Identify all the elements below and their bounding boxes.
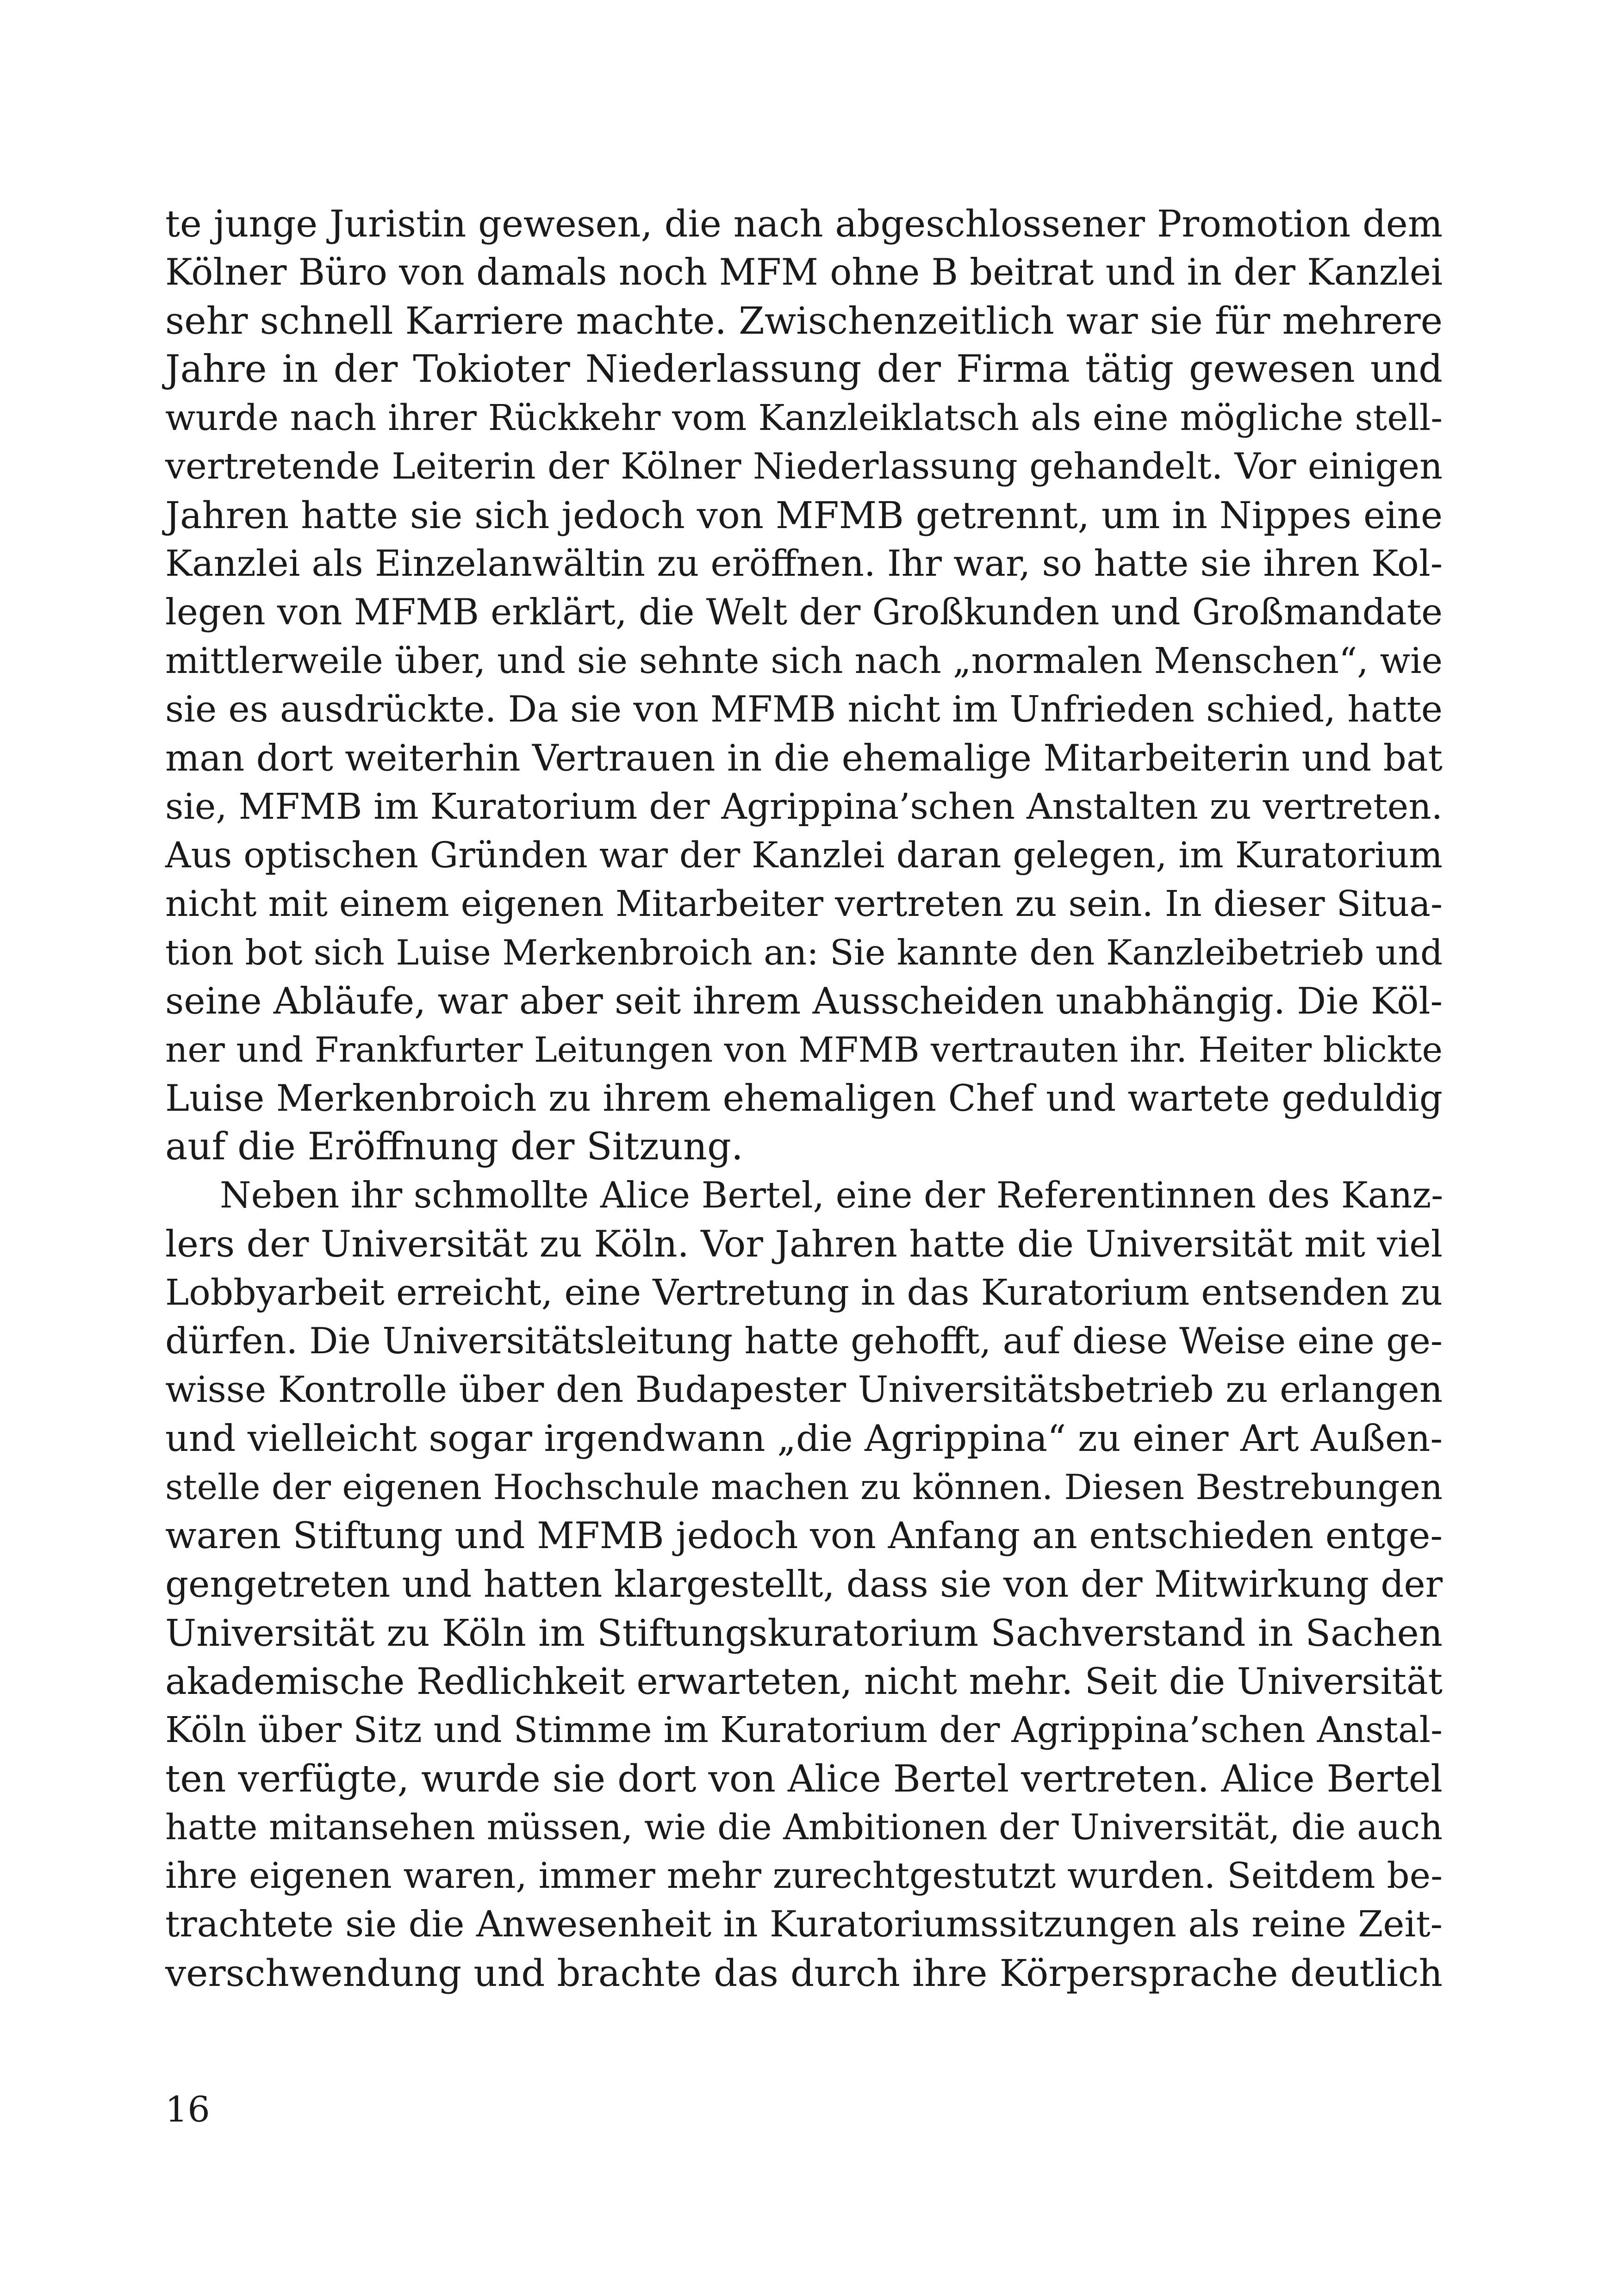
text-line: verschwendung und brachte das durch ihre Körpersprache deutlich <box>165 1952 1443 1995</box>
text-line: sehr schnell Karriere machte. Zwischenzeitlich war sie für mehrere <box>165 299 1443 342</box>
text-line: trachtete sie die Anwesenheit in Kuratoriumssitzungen als reine Zeit- <box>165 1904 1443 1945</box>
text-line: ner und Frankfurter Leitungen von MFMB vertrauten ihr. Heiter blickte <box>165 1029 1443 1070</box>
text-line: stelle der eigenen Hochschule machen zu können. Diesen Bestrebungen <box>165 1467 1443 1507</box>
text-line: ten verfügte, wurde sie dort von Alice Bertel vertreten. Alice Bertel <box>165 1757 1443 1800</box>
text-line: gengetreten und hatten klargestellt, dass sie von der Mitwirkung der <box>165 1563 1443 1605</box>
text-line: waren Stiftung und MFMB jedoch von Anfang an entschieden entge- <box>165 1514 1443 1557</box>
text-line: lers der Universität zu Köln. Vor Jahren hatte die Universität mit viel <box>165 1223 1443 1265</box>
paragraph-1 <box>165 199 1443 1171</box>
text-line: mittlerweile über, und sie sehnte sich nach „normalen Menschen“, wie <box>165 641 1443 682</box>
text-line: vertretende Leiterin der Kölner Niederlassung gehandelt. Vor einigen <box>165 446 1443 487</box>
text-line: nicht mit einem eigenen Mitarbeiter vertreten zu sein. In dieser Situa- <box>165 884 1443 925</box>
text-line: sie, MFMB im Kuratorium der Agrippina’schen Anstalten zu vertreten. <box>165 786 1443 828</box>
text-line: dürfen. Die Universitätsleitung hatte gehofft, auf diese Weise eine ge- <box>165 1320 1443 1362</box>
text-line: Neben ihr schmollte Alice Bertel, eine der Referentinnen des Kanz- <box>220 1175 1444 1216</box>
text-line: auf die Eröffnung der Sitzung. <box>165 1125 743 1169</box>
text-line: akademische Redlichkeit erwarteten, nicht mehr. Seit die Universität <box>165 1661 1443 1703</box>
text-line: Kanzlei als Einzelanwältin zu eröffnen. Ihr war, so hatte sie ihren Kol- <box>165 543 1443 585</box>
text-line: Köln über Sitz und Stimme im Kuratorium der Agrippina’schen Anstal- <box>165 1710 1443 1751</box>
body-text <box>165 199 1443 1997</box>
page-number: 16 <box>165 2089 210 2130</box>
text-line: man dort weiterhin Vertrauen in die ehemalige Mitarbeiterin und bat <box>165 737 1443 779</box>
text-line: Luise Merkenbroich zu ihrem ehemaligen Chef und wartete geduldig <box>165 1077 1443 1120</box>
text-line: wurde nach ihrer Rückkehr vom Kanzleiklatsch als eine mögliche stell- <box>165 398 1443 439</box>
text-line: und vielleicht sogar irgendwann „die Agrippina“ zu einer Art Außen- <box>165 1417 1443 1460</box>
text-line: sie es ausdrückte. Da sie von MFMB nicht im Unfrieden schied, hatte <box>165 689 1443 730</box>
text-line: Kölner Büro von damals noch MFM ohne B beitrat und in der Kanzlei <box>165 251 1443 293</box>
text-line: wisse Kontrolle über den Budapester Universitätsbetrieb zu erlangen <box>165 1369 1443 1411</box>
text-line: Lobbyarbeit erreicht, eine Vertretung in das Kuratorium entsenden zu <box>165 1272 1443 1313</box>
text-line: Universität zu Köln im Stiftungskuratorium Sachverstand in Sachen <box>165 1612 1443 1655</box>
text-line: Jahren hatte sie sich jedoch von MFMB getrennt, um in Nippes eine <box>165 494 1443 537</box>
text-line: seine Abläufe, war aber seit ihrem Ausscheiden unabhängig. Die Köl- <box>165 980 1443 1022</box>
text-line: Jahre in der Tokioter Niederlassung der Firma tätig gewesen und <box>165 348 1443 391</box>
text-line: tion bot sich Luise Merkenbroich an: Sie kannte den Kanzleibetrieb und <box>165 932 1443 973</box>
text-line: hatte mitansehen müssen, wie die Ambitionen der Universität, die auch <box>165 1807 1443 1848</box>
text-line: ihre eigenen waren, immer mehr zurechtgestutzt wurden. Seitdem be- <box>165 1855 1443 1897</box>
paragraph-2 <box>165 1171 1443 1997</box>
text-line: te junge Juristin gewesen, die nach abgeschlossener Promotion dem <box>165 202 1443 245</box>
text-line: Aus optischen Gründen war der Kanzlei daran gelegen, im Kuratorium <box>165 835 1443 876</box>
text-line: legen von MFMB erklärt, die Welt der Großkunden und Großmandate <box>165 591 1443 633</box>
